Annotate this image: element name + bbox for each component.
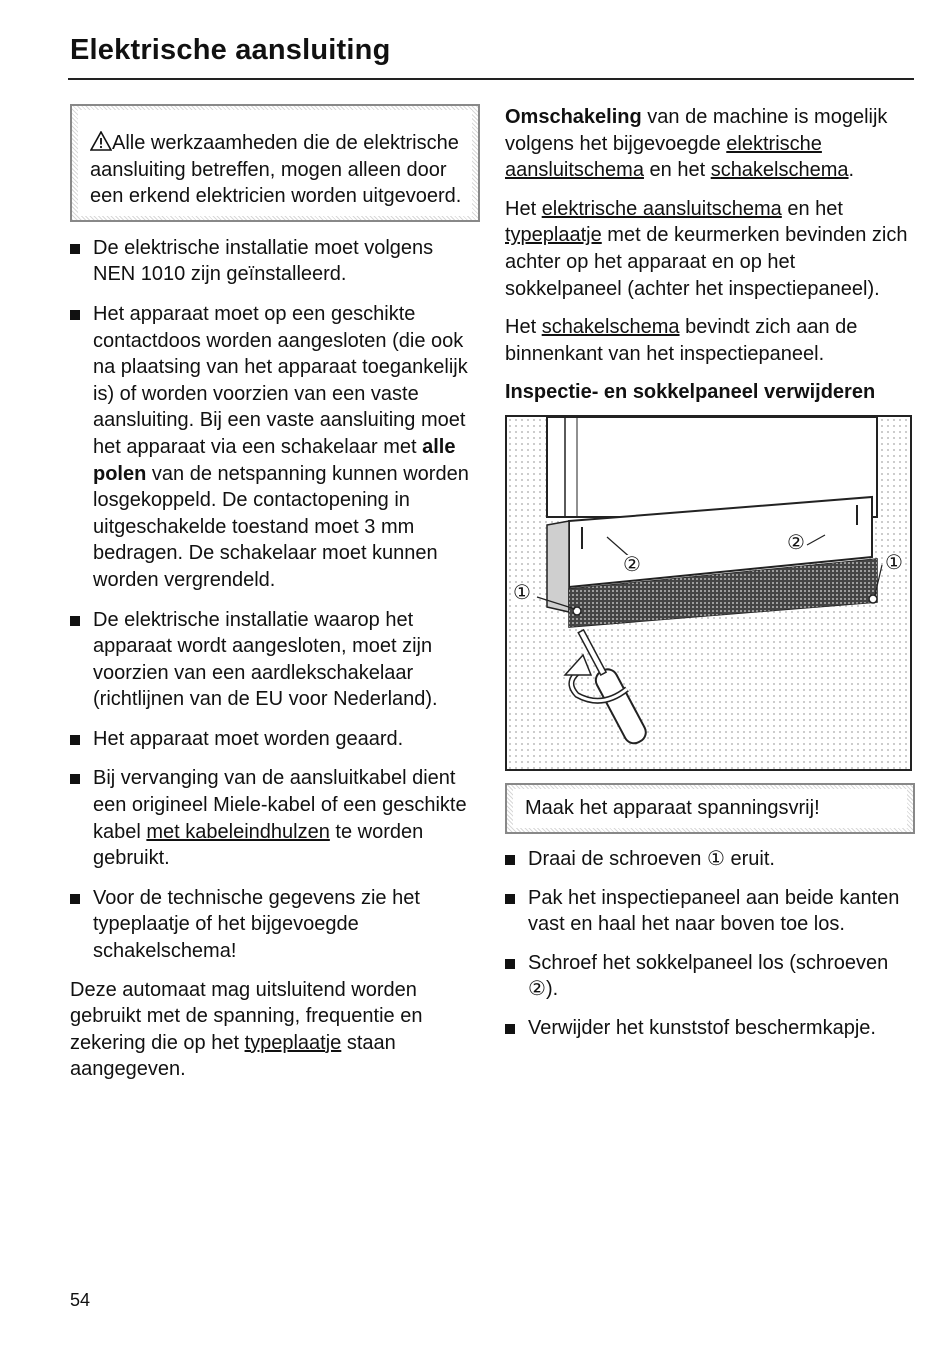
left-column	[70, 104, 480, 1083]
right-column	[505, 104, 915, 1042]
title-rule	[68, 78, 914, 80]
power-off-warning-text: Maak het apparaat spanningsvrij!	[525, 797, 820, 820]
list-item: Bij vervanging van de aansluitkabel dient een origineel Miele-kabel of een geschikte kabel met kabeleindhulzen te worden gebruikt.	[70, 765, 480, 871]
callout-label: ②	[787, 532, 805, 555]
section-subheading: Inspectie- en sokkelpaneel verwijderen	[505, 381, 876, 404]
list-item: Pak het inspectiepaneel aan beide kanten vast en haal het naar boven toe los.	[505, 885, 915, 938]
schema-location-paragraph: Het elektrische aansluitschema en het typeplaatje met de keurmerken bevinden zich achter op het apparaat en op het sokkelpaneel (achter het inspectiepaneel).	[505, 197, 908, 300]
voltage-paragraph: Deze automaat mag uitsluitend worden gebruikt met de spanning, frequentie en zekering die op het typeplaatje staan aangegeven.	[70, 978, 423, 1081]
page-title: Elektrische aansluiting	[70, 34, 391, 66]
list-item: Draai de schroeven ① eruit.	[505, 846, 915, 873]
removal-steps-list	[505, 846, 915, 1042]
warning-triangle-icon	[90, 131, 112, 151]
power-off-warning-box	[505, 783, 915, 834]
appliance-illustration	[507, 417, 910, 769]
safety-warning-box	[70, 104, 480, 222]
wiring-diagram-paragraph: Het schakelschema bevindt zich aan de binnenkant van het inspectiepaneel.	[505, 316, 858, 365]
callout-label: ①	[885, 552, 903, 575]
callout-label: ②	[623, 554, 641, 577]
callout-label: ①	[513, 582, 531, 605]
list-item: De elektrische installatie moet volgens NEN 1010 zijn geïnstalleerd.	[70, 235, 480, 288]
list-item: Schroef het sokkelpaneel los (schroeven ②).	[505, 950, 915, 1003]
list-item: Het apparaat moet op een geschikte contactdoos worden aangesloten (die ook na plaatsing van het apparaat toegankelijk is) of worden voorzien van een vaste aansluiting. Bij een vaste aansluiting moet het apparaat via een schakelaar met alle polen van de netspanning kunnen worden losgekoppeld. De contactopening in uitgeschakelde toestand moet 3 mm bedragen. De schakelaar moet kunnen worden vergrendeld.	[70, 301, 480, 594]
list-item: Het apparaat moet worden geaard.	[70, 726, 480, 753]
list-item: Voor de technische gegevens zie het typeplaatje of het bijgevoegde schakelschema!	[70, 885, 480, 965]
page-number: 54	[70, 1290, 91, 1310]
safety-warning-text: Alle werkzaamheden die de elektrische aansluiting betreffen, mogen alleen door een erkend elektricien worden uitgevoerd.	[90, 132, 462, 208]
panel-removal-illustration	[505, 415, 912, 771]
conversion-paragraph: Omschakeling van de machine is mogelijk volgens het bijgevoegde elektrische aansluitschema en het schakelschema.	[505, 106, 888, 182]
requirements-list	[70, 235, 480, 965]
list-item: Verwijder het kunststof beschermkapje.	[505, 1015, 915, 1042]
list-item: De elektrische installatie waarop het apparaat wordt aangesloten, moet zijn voorzien van een aardlekschakelaar (richtlijnen van de EU voor Nederland).	[70, 607, 480, 713]
